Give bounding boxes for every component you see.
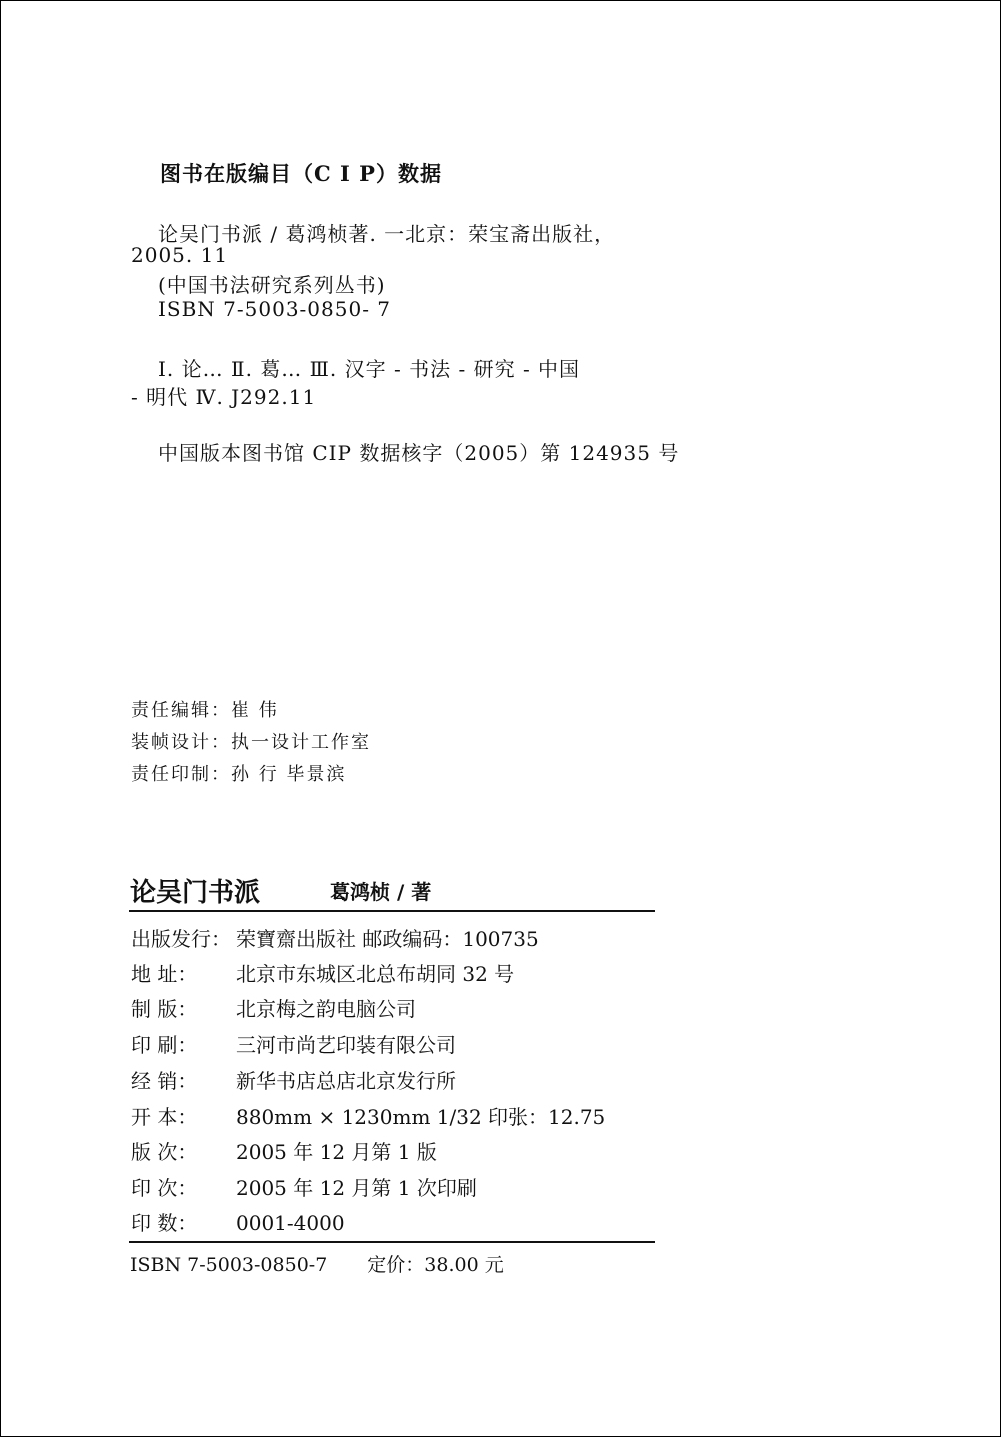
pub-value: 880mm × 1230mm 1/32 印张：12.75 [236,1105,606,1129]
cip-line-series: (中国书法研究系列丛书) [158,273,386,297]
pub-row-edition [131,1136,437,1165]
cip-title: 图书在版编目（C I P）数据 [160,161,442,186]
pub-value: 荣寶齋出版社 邮政编码：100735 [236,927,539,951]
pub-row-address [131,958,514,987]
cip-line-record-number: 中国版本图书馆 CIP 数据核字（2005）第 124935 号 [158,441,680,465]
top-rule [129,910,655,912]
pub-row-plate-making [131,993,416,1022]
pub-row-distributor [131,1065,456,1094]
pub-label: 制 版： [131,997,198,1021]
pub-value: 北京市东城区北总布胡同 32 号 [236,962,515,986]
footer-row [130,1250,504,1277]
pub-label: 印 刷： [131,1033,198,1057]
footer-isbn: ISBN 7-5003-0850-7 [130,1254,328,1276]
pub-value: 2005 年 12 月第 1 版 [236,1140,437,1164]
pub-label: 开 本： [131,1105,198,1129]
staff-printing: 责任印制：孙 行 毕景滨 [131,764,347,785]
pub-label: 出版发行： [131,927,231,951]
pub-label: 印 次： [131,1176,198,1200]
pub-label: 版 次： [131,1140,198,1164]
pub-label: 印 数： [131,1211,198,1235]
bottom-rule [129,1241,655,1243]
footer-price: 定价：38.00 元 [367,1254,504,1276]
cip-line-title-author: 论吴门书派 / 葛鸿桢著. 一北京：荣宝斋出版社， [158,222,616,246]
pub-row-printer [131,1029,456,1058]
cip-line-classification-cont: - 明代 Ⅳ. J292.11 [131,385,317,409]
staff-editor: 责任编辑：崔 伟 [131,700,279,721]
pub-label: 经 销： [131,1069,198,1093]
pub-value: 三河市尚艺印装有限公司 [236,1033,456,1057]
pub-value: 0001-4000 [236,1211,345,1235]
pub-value: 新华书店总店北京发行所 [236,1069,456,1093]
pub-row-print-run [131,1207,345,1236]
pub-row-impression [131,1172,477,1201]
pub-label: 地 址： [131,962,198,986]
cip-line-date: 2005. 11 [131,243,229,267]
pub-row-publisher [131,923,539,952]
pub-value: 北京梅之韵电脑公司 [236,997,416,1021]
pub-row-format [131,1101,605,1130]
book-title: 论吴门书派 [130,878,261,908]
book-author: 葛鸿桢 / 著 [330,880,432,904]
staff-designer: 装帧设计：执一设计工作室 [131,732,371,753]
cip-line-isbn: ISBN 7-5003-0850- 7 [158,297,392,321]
cip-line-classification: I. 论… Ⅱ. 葛… Ⅲ. 汉字 - 书法 - 研究 - 中国 [158,357,581,381]
pub-value: 2005 年 12 月第 1 次印刷 [236,1176,477,1200]
